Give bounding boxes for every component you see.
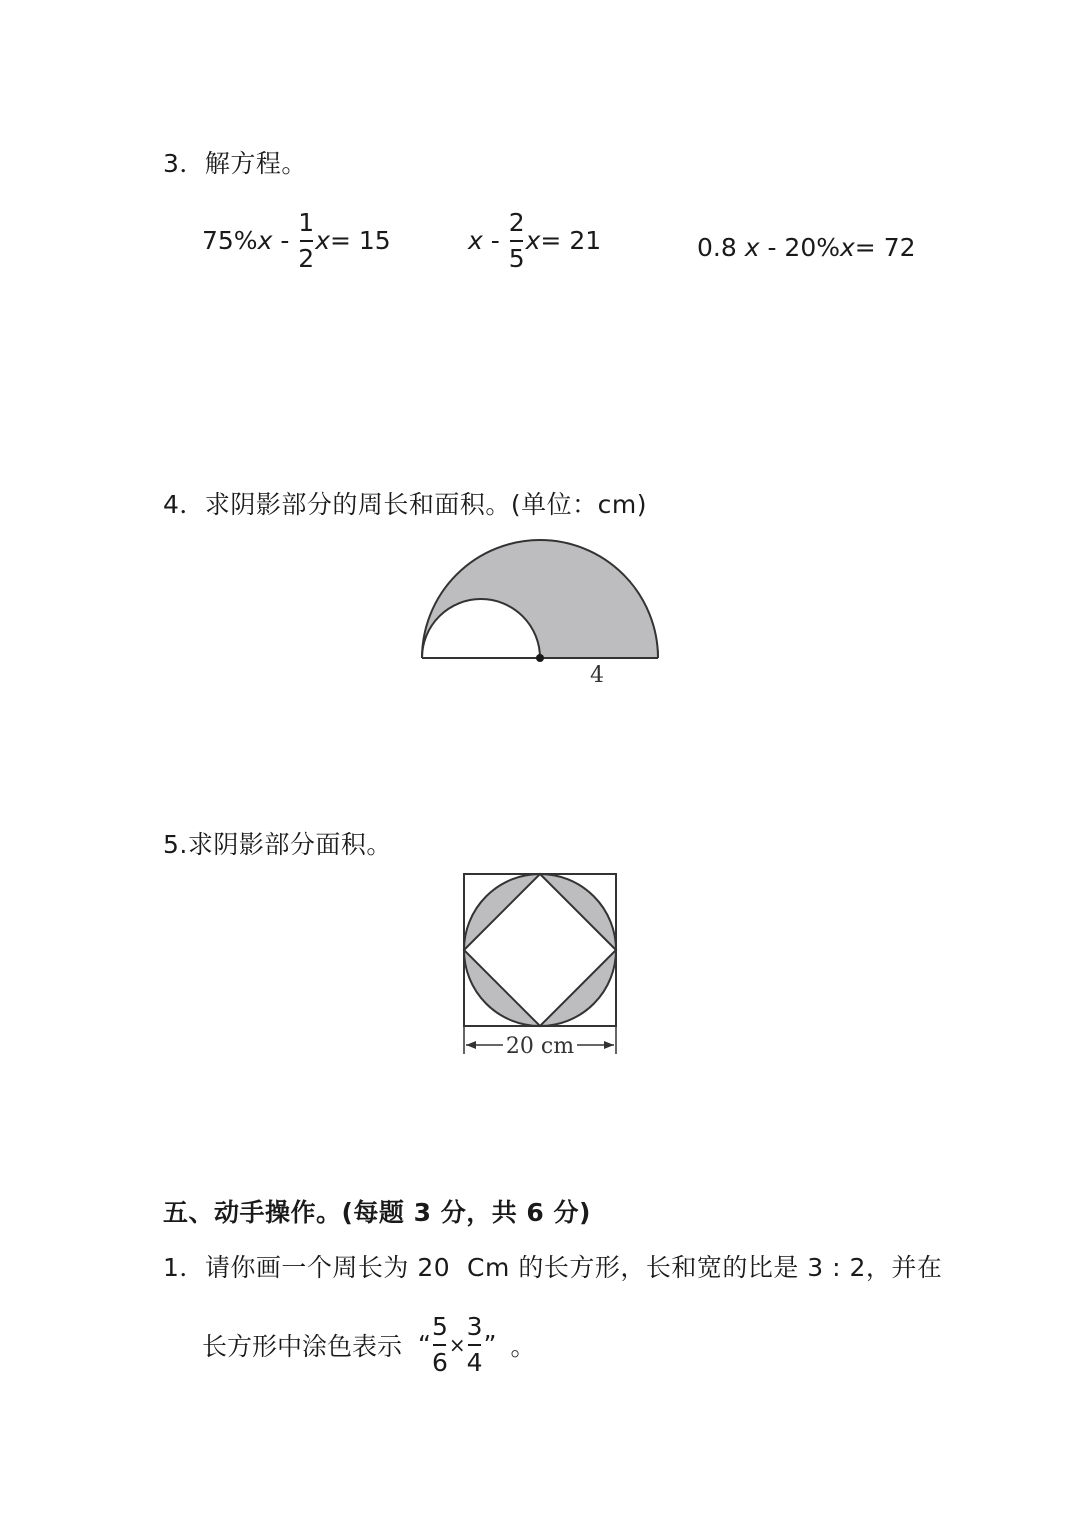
eq1-frac-den: 2 bbox=[298, 243, 315, 273]
q1-line2-text: 长方形中涂色表示 bbox=[202, 1331, 403, 1361]
dimension-label: 20 cm bbox=[505, 1034, 575, 1059]
eq3-rhs: = 72 bbox=[854, 232, 916, 262]
q3-title: 3．解方程。 bbox=[163, 149, 307, 178]
close-quote: ” bbox=[483, 1330, 497, 1360]
q5-title: 5.求阴影部分面积。 bbox=[163, 830, 392, 859]
frac2-num: 3 bbox=[466, 1312, 483, 1341]
section5-q1-line2 bbox=[202, 1312, 536, 1378]
center-dot bbox=[536, 654, 544, 662]
arrow-left-icon bbox=[466, 1041, 476, 1049]
shaded-region bbox=[422, 540, 658, 658]
eq2-var2: x bbox=[525, 226, 541, 256]
semicircle-figure bbox=[410, 530, 670, 690]
eq2-frac-den: 5 bbox=[508, 243, 525, 273]
frac2-den: 4 bbox=[466, 1347, 483, 1377]
eq1-var2: x bbox=[315, 226, 330, 256]
period: 。 bbox=[510, 1331, 536, 1361]
arrow-right-icon bbox=[604, 1041, 614, 1049]
frac1-num: 5 bbox=[431, 1312, 448, 1341]
eq3-text-a: 0.8 bbox=[697, 232, 745, 262]
eq2-var1: x bbox=[468, 226, 483, 256]
eq1-var1: x bbox=[257, 226, 273, 256]
eq3-var1: x bbox=[744, 232, 760, 262]
eq1-prefix: 75% bbox=[202, 226, 258, 256]
times-sign: × bbox=[448, 1332, 466, 1357]
eq3-text-b: - 20% bbox=[759, 232, 840, 262]
eq1-frac-num: 1 bbox=[298, 208, 315, 237]
eq1-fraction bbox=[298, 208, 314, 274]
equation-1 bbox=[202, 208, 391, 274]
eq1-rhs: = 15 bbox=[330, 226, 391, 256]
frac-3-4 bbox=[467, 1312, 483, 1378]
eq2-fraction bbox=[509, 208, 525, 274]
radius-label: 4 bbox=[590, 663, 604, 688]
fraction-bar bbox=[510, 240, 523, 242]
open-quote: “ bbox=[418, 1330, 431, 1360]
section5-title: 五、动手操作。(每题 3 分，共 6 分) bbox=[163, 1198, 591, 1227]
fraction-bar bbox=[468, 1344, 481, 1346]
square-circle-figure bbox=[450, 862, 630, 1062]
eq2-minus: - bbox=[482, 226, 508, 256]
eq2-rhs: = 21 bbox=[540, 226, 602, 256]
section5-q1-line1: 1．请你画一个周长为 20 Cm 的长方形，长和宽的比是 3 : 2，并在 bbox=[163, 1253, 943, 1282]
fraction-bar bbox=[300, 240, 313, 242]
frac-5-6 bbox=[432, 1312, 448, 1378]
frac1-den: 6 bbox=[431, 1347, 448, 1377]
equation-2 bbox=[468, 208, 601, 274]
equation-3 bbox=[697, 208, 916, 286]
eq3-var2: x bbox=[840, 232, 855, 262]
q4-title: 4．求阴影部分的周长和面积。(单位：cm) bbox=[163, 490, 648, 519]
eq1-minus: - bbox=[272, 226, 298, 256]
fraction-bar bbox=[433, 1344, 446, 1346]
eq2-frac-num: 2 bbox=[508, 208, 525, 237]
